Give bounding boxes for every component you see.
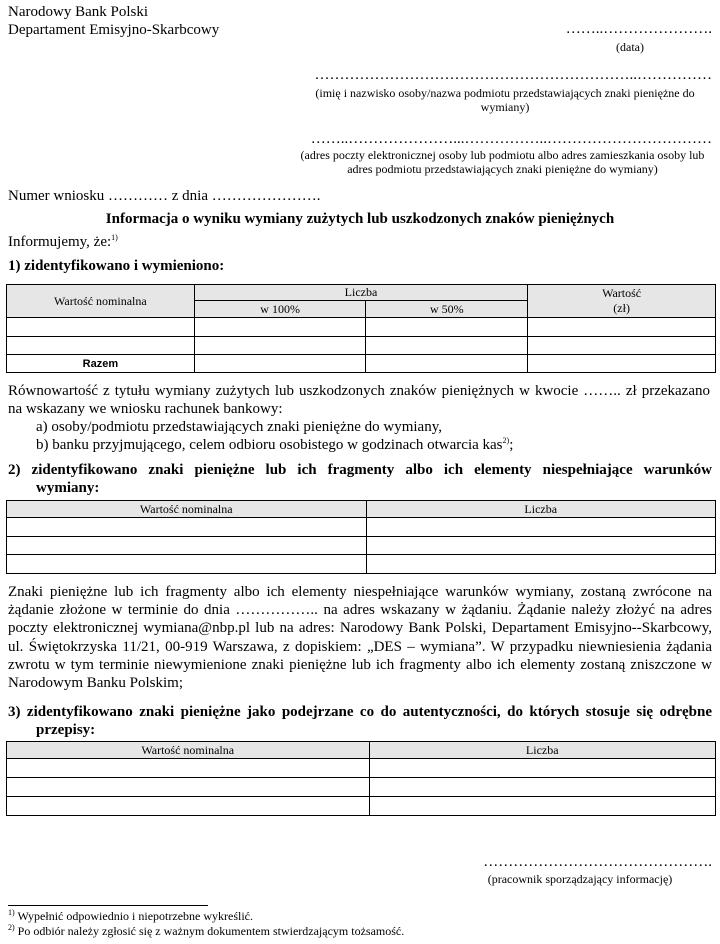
date-label: (data) [616,40,644,54]
option-b-text: b) banku przyjmującego, celem odbioru osobistego w godzinach otwarcia kas [36,437,503,453]
table-row [7,537,716,555]
col-100: w 100% [194,301,366,318]
col-value [528,285,716,318]
date-dots[interactable]: ……..…………………. [565,21,712,37]
document-title: Informacja o wyniku wymiany zużytych lub uszkodzonych znaków pieniężnych [105,211,615,227]
address-dots[interactable]: ……..…………………...……………..…………………………… [310,131,712,147]
bank-header [8,3,219,39]
col-50: w 50% [366,301,528,318]
footnote-ref-2: 2) [502,436,510,445]
section3-heading-line1: 3) zidentyfikowano znaki pieniężne jako podejrzane co do autentyczności, do których stosuje się odrębne [8,704,712,720]
footnote-1: $^{1)}$ Wypełnić odpowiednio i niepotrzebne wykreślić. [8,908,253,923]
footnotes [8,909,404,939]
option-b [36,436,513,454]
signature-label: (pracownik sporządzający informację) [487,872,673,886]
address-label: (adres poczty elektronicznej osoby lub podmiotu albo adres zamieszkania osoby lub adres podmiotu przedstawiających znaki pieniężne do wymiany) [300,148,705,176]
inform-line [8,234,118,251]
col-value-unit: (zł) [613,301,630,315]
section2-heading-line1: 2) zidentyfikowano znaki pieniężne lub ich fragmenty albo ich elementy niespełniające warunków [8,462,712,478]
table-row [7,778,716,797]
section1-table [6,284,716,373]
table-row [7,759,716,778]
section1-heading: 1) zidentyfikowano i wymieniono: [8,258,225,274]
col-nominal: Wartość nominalna [7,501,367,518]
total-row [7,355,716,373]
section1-paragraph: Równowartość z tytułu wymiany zużytych lub uszkodzonych znaków pieniężnych w kwocie …….. zł przekazano na wskazany we wniosku rachunek bankowy: [8,383,710,417]
footnote-divider [8,905,208,906]
name-dots[interactable]: ………………………………………………………..…………… [314,67,712,83]
section2-table [6,500,716,574]
col-count: Liczba [369,742,716,759]
col-nominal: Wartość nominalna [7,285,195,318]
name-label: (imię i nazwisko osoby/nazwa podmiotu przedstawiających znaki pieniężne do wymiany) [315,86,695,114]
table-row [7,797,716,816]
department-name: Departament Emisyjno-Skarbcowy [8,22,220,38]
section2-paragraph: Znaki pieniężne lub ich fragmenty albo ich elementy niespełniające warunków wymiany, zostaną zwrócone na żądanie złożone w terminie do dnia …………….. na adres wskazany w żądaniu. Żądanie należy złożyć na adres poczty elektronicznej wymiana@nbp.pl lub na adres: Narodowy Bank Polski, Departament Emisyjno--Skarbcowy, ul. Świętokrzyska 11/21, 00-919 Warszawa, z dopiskiem: „DES – wymiana”. W przypadku niewniesienia żądania zwrotu w tym terminie niewymienione znaki pieniężne lub ich fragmenty albo ich elementy zostaną zniszczone w Narodowym Banku Polskim; [8,584,712,692]
section3-heading-line2: przepisy: [36,722,96,738]
footnote-2: $^{2)}$ Po odbiór należy zgłosić się z ważnym dokumentem stwierdzającym tożsamość. [8,923,405,938]
request-line: Numer wniosku ………… z dnia …………………. [8,188,321,204]
option-b-end: ; [509,437,514,453]
col-count: Liczba [194,285,527,301]
inform-text: Informujemy, że: [8,234,112,250]
table-row [7,337,716,355]
bank-name: Narodowy Bank Polski [8,4,148,20]
section3-table [6,741,716,816]
signature-dots[interactable]: ………………………………………. [483,854,712,870]
col-value-label: Wartość [602,286,642,300]
table-row [7,555,716,574]
table-row [7,318,716,337]
total-label: Razem [7,355,195,373]
section2-heading-line2: wymiany: [36,480,100,496]
col-count: Liczba [366,501,716,518]
table-row [7,518,716,537]
footnote-ref-1: 1) [111,233,118,242]
option-a: a) osoby/podmiotu przedstawiających znaki pieniężne do wymiany, [36,419,442,435]
col-nominal: Wartość nominalna [7,742,370,759]
